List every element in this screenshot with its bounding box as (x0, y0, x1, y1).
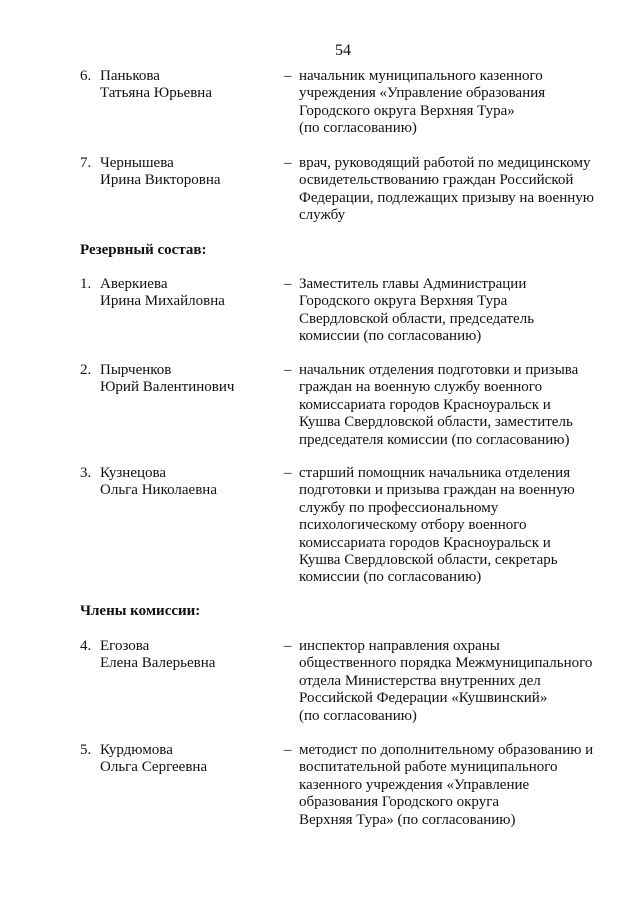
role-line: председателя комиссии (по согласованию) (299, 431, 570, 448)
entry-role (299, 465, 604, 587)
role-line: комиссариата городов Красноуральск и (299, 534, 551, 551)
role-line: начальник отделения подготовки и призыва (299, 362, 579, 378)
role-line: инспектор направления охраны (299, 638, 500, 654)
role-line: подготовки и призыва граждан на военную (299, 482, 575, 499)
members-heading: Члены комиссии: (80, 603, 201, 619)
entry-number: 6. (80, 68, 92, 84)
role-line: Городского округа Верхняя Тура» (299, 102, 515, 119)
name-line: Егозова (100, 638, 150, 654)
role-line: казенного учреждения «Управление (299, 776, 530, 793)
entry-dash: – (284, 362, 292, 378)
role-line: комиссии (по согласованию) (299, 328, 482, 345)
role-line: Кушва Свердловской области, секретарь (299, 551, 558, 568)
role-line: комиссариата городов Красноуральск и (299, 396, 551, 413)
role-line: врач, руководящий работой по медицинскому (299, 155, 591, 171)
entry-role (299, 155, 604, 225)
entry-role (299, 276, 604, 346)
role-line: Российской Федерации «Кушвинский» (299, 690, 548, 707)
entry-name (100, 276, 290, 311)
role-line: службу по профессиональному (299, 499, 499, 516)
name-line: Юрий Валентинович (100, 379, 235, 396)
role-line: Городского округа Верхняя Тура (299, 293, 508, 310)
entry-name (100, 362, 290, 397)
role-line: комиссии (по согласованию) (299, 569, 482, 586)
role-line: (по согласованию) (299, 707, 417, 724)
role-line: Заместитель главы Администрации (299, 276, 527, 292)
name-line: Пырченков (100, 362, 172, 378)
entry-number: 5. (80, 742, 92, 758)
entry-number: 3. (80, 465, 92, 481)
page-number: 54 (335, 42, 351, 59)
name-line: Елена Валерьевна (100, 655, 216, 672)
entry-name (100, 638, 290, 673)
entry-role (299, 638, 604, 725)
name-line: Кузнецова (100, 465, 167, 481)
entry-number: 7. (80, 155, 92, 171)
role-line: методист по дополнительному образованию и (299, 742, 594, 758)
entry-dash: – (284, 742, 292, 758)
entry-name (100, 742, 290, 777)
role-line: освидетельствованию граждан Российской (299, 172, 574, 189)
role-line: Кушва Свердловской области, заместитель (299, 414, 573, 431)
role-line: воспитательной работе муниципального (299, 759, 558, 776)
entry-number: 2. (80, 362, 92, 378)
entry-dash: – (284, 155, 292, 171)
name-line: Ирина Викторовна (100, 172, 221, 189)
entry-name (100, 68, 290, 103)
role-line: службу (299, 207, 346, 224)
entry-dash: – (284, 276, 292, 292)
role-line: образования Городского округа (299, 794, 500, 811)
entry-number: 4. (80, 638, 92, 654)
reserve-heading: Резервный состав: (80, 242, 207, 258)
role-line: граждан на военную службу военного (299, 379, 543, 396)
role-line: Свердловской области, председатель (299, 310, 535, 327)
role-line: отдела Министерства внутренних дел (299, 672, 541, 689)
entry-role (299, 68, 604, 138)
name-line: Ольга Николаевна (100, 482, 217, 499)
name-line: Татьяна Юрьевна (100, 85, 212, 102)
entry-role (299, 742, 604, 829)
entry-dash: – (284, 465, 292, 481)
name-line: Чернышева (100, 155, 174, 171)
role-line: учреждения «Управление образования (299, 85, 546, 102)
role-line: психологическому отбору военного (299, 517, 527, 534)
role-line: Верхняя Тура» (по согласованию) (299, 811, 516, 828)
name-line: Курдюмова (100, 742, 173, 758)
entry-name (100, 155, 290, 190)
entry-number: 1. (80, 276, 92, 292)
name-line: Ольга Сергеевна (100, 759, 208, 776)
role-line: старший помощник начальника отделения (299, 465, 571, 481)
role-line: (по согласованию) (299, 120, 417, 137)
role-line: начальник муниципального казенного (299, 68, 543, 84)
name-line: Аверкиева (100, 276, 168, 292)
entry-name (100, 465, 290, 500)
role-line: общественного порядка Межмуниципального (299, 655, 593, 672)
role-line: Федерации, подлежащих призыву на военную (299, 189, 594, 206)
name-line: Ирина Михайловна (100, 293, 225, 310)
entry-role (299, 362, 604, 449)
entry-dash: – (284, 638, 292, 654)
name-line: Панькова (100, 68, 160, 84)
entry-dash: – (284, 68, 292, 84)
